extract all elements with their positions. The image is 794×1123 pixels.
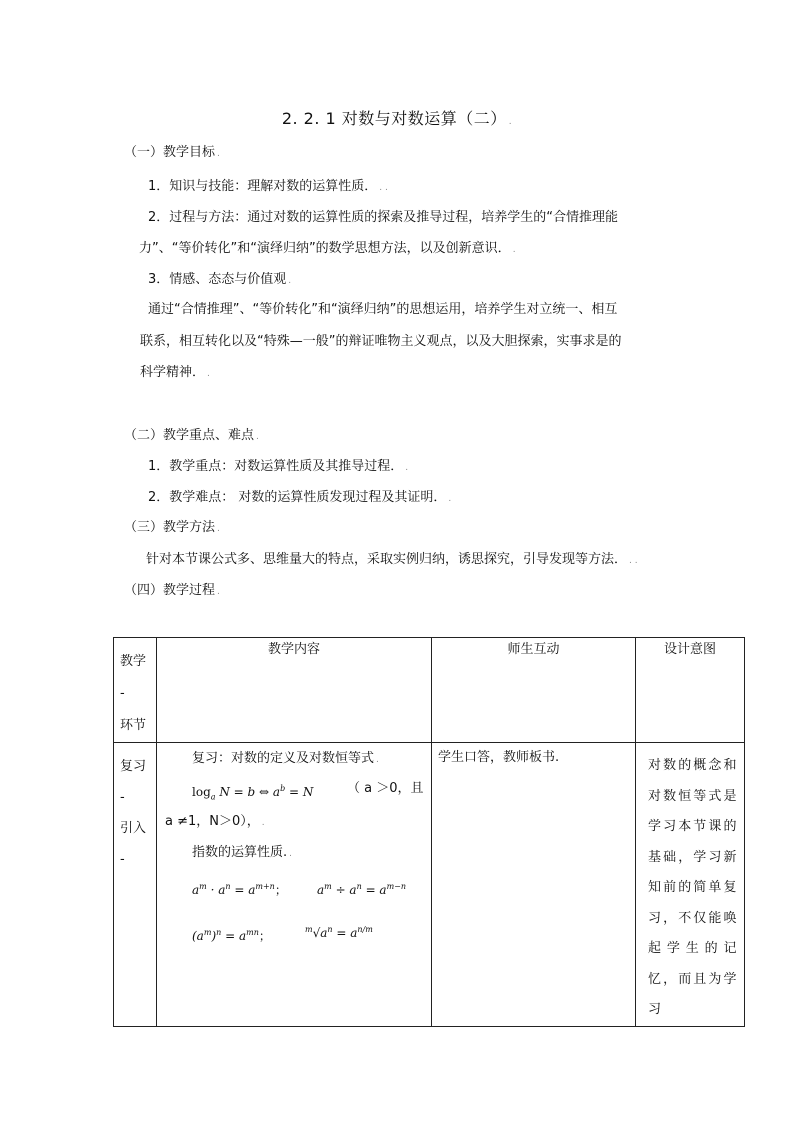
header-purpose: 设计意图 bbox=[636, 638, 745, 743]
emotion-paragraph-line1: 通过“合情推理”、“等价转化”和“演绎归纳”的思想运用，培养学生对立统一、相互 bbox=[148, 302, 618, 317]
page-title: 2. 2. 1 对数与对数运算（二） . bbox=[281, 109, 513, 128]
log-condition: （ a ＞0，且 bbox=[347, 781, 424, 796]
header-content: 教学内容 bbox=[157, 638, 432, 743]
exp-rule-product: $a^m \cdot a^n = a^{m+n}$； bbox=[192, 882, 287, 897]
method-text: 针对本节课公式多、思维量大的特点，采取实例归纳，诱思探究，引导发现等方法． . . bbox=[146, 552, 638, 567]
exponent-rules-label: 指数的运算性质. . bbox=[192, 845, 293, 860]
table-row bbox=[114, 743, 745, 1027]
section-heading-keypoints: （二）教学重点、难点 . bbox=[124, 428, 259, 443]
objective-process-line1: 2．过程与方法：通过对数的运算性质的探索及推导过程，培养学生的“合情推理能 bbox=[148, 210, 619, 225]
teaching-process-table bbox=[113, 637, 745, 1027]
header-interaction: 师生互动 bbox=[432, 638, 636, 743]
exp-rule-power: $(a^m)^n = a^{mn}$； bbox=[192, 928, 271, 943]
objective-process-line2: 力”、“等价转化”和“演绎归纳”的数学思想方法，以及创新意识． . bbox=[139, 241, 516, 256]
interaction-cell: 学生口答，教师板书. bbox=[432, 743, 636, 1027]
emotion-paragraph-line3: 科学精神． . bbox=[140, 365, 210, 380]
purpose-cell: 对数的概念和对数恒等式是学习本节课的基础，学习新知前的简单复习，不仅能唤起学生的记忆，而且为学习 bbox=[636, 743, 745, 1027]
section-heading-objectives: （一）教学目标 . bbox=[124, 145, 220, 160]
header-stage: 教学 - 环节 bbox=[114, 638, 157, 743]
content-cell bbox=[157, 743, 432, 1027]
review-line: 复习：对数的定义及对数恒等式 . bbox=[192, 751, 379, 766]
log-identity-formula: $\log_a N = b$ ⇔ $a^b = N$ bbox=[192, 784, 314, 802]
emotion-paragraph-line2: 联系，相互转化以及“特殊—一般”的辩证唯物主义观点，以及大胆探索，实事求是的 bbox=[140, 334, 622, 349]
exp-rule-root: $^m√a^n = a^{n/m}$ bbox=[305, 925, 373, 940]
section-heading-process: （四）教学过程 . bbox=[124, 583, 220, 598]
exp-rule-quotient: $a^m \div a^n = a^{m-n}$ bbox=[317, 882, 407, 897]
section-heading-method: （三）教学方法 . bbox=[124, 520, 220, 535]
table-header-row bbox=[114, 638, 745, 743]
stage-cell: 复习 - 引入 - bbox=[114, 743, 157, 1027]
log-condition-cont: a ≠1，N＞0）， . bbox=[165, 814, 265, 829]
objective-emotion: 3．情感、态态与价值观 . bbox=[148, 272, 292, 287]
keypoint-focus: 1．教学重点：对数运算性质及其推导过程． . bbox=[148, 459, 409, 474]
keypoint-difficulty: 2．教学难点： 对数的运算性质发现过程及其证明． . bbox=[148, 490, 452, 505]
objective-knowledge: 1．知识与技能：理解对数的运算性质． . . bbox=[148, 179, 388, 194]
